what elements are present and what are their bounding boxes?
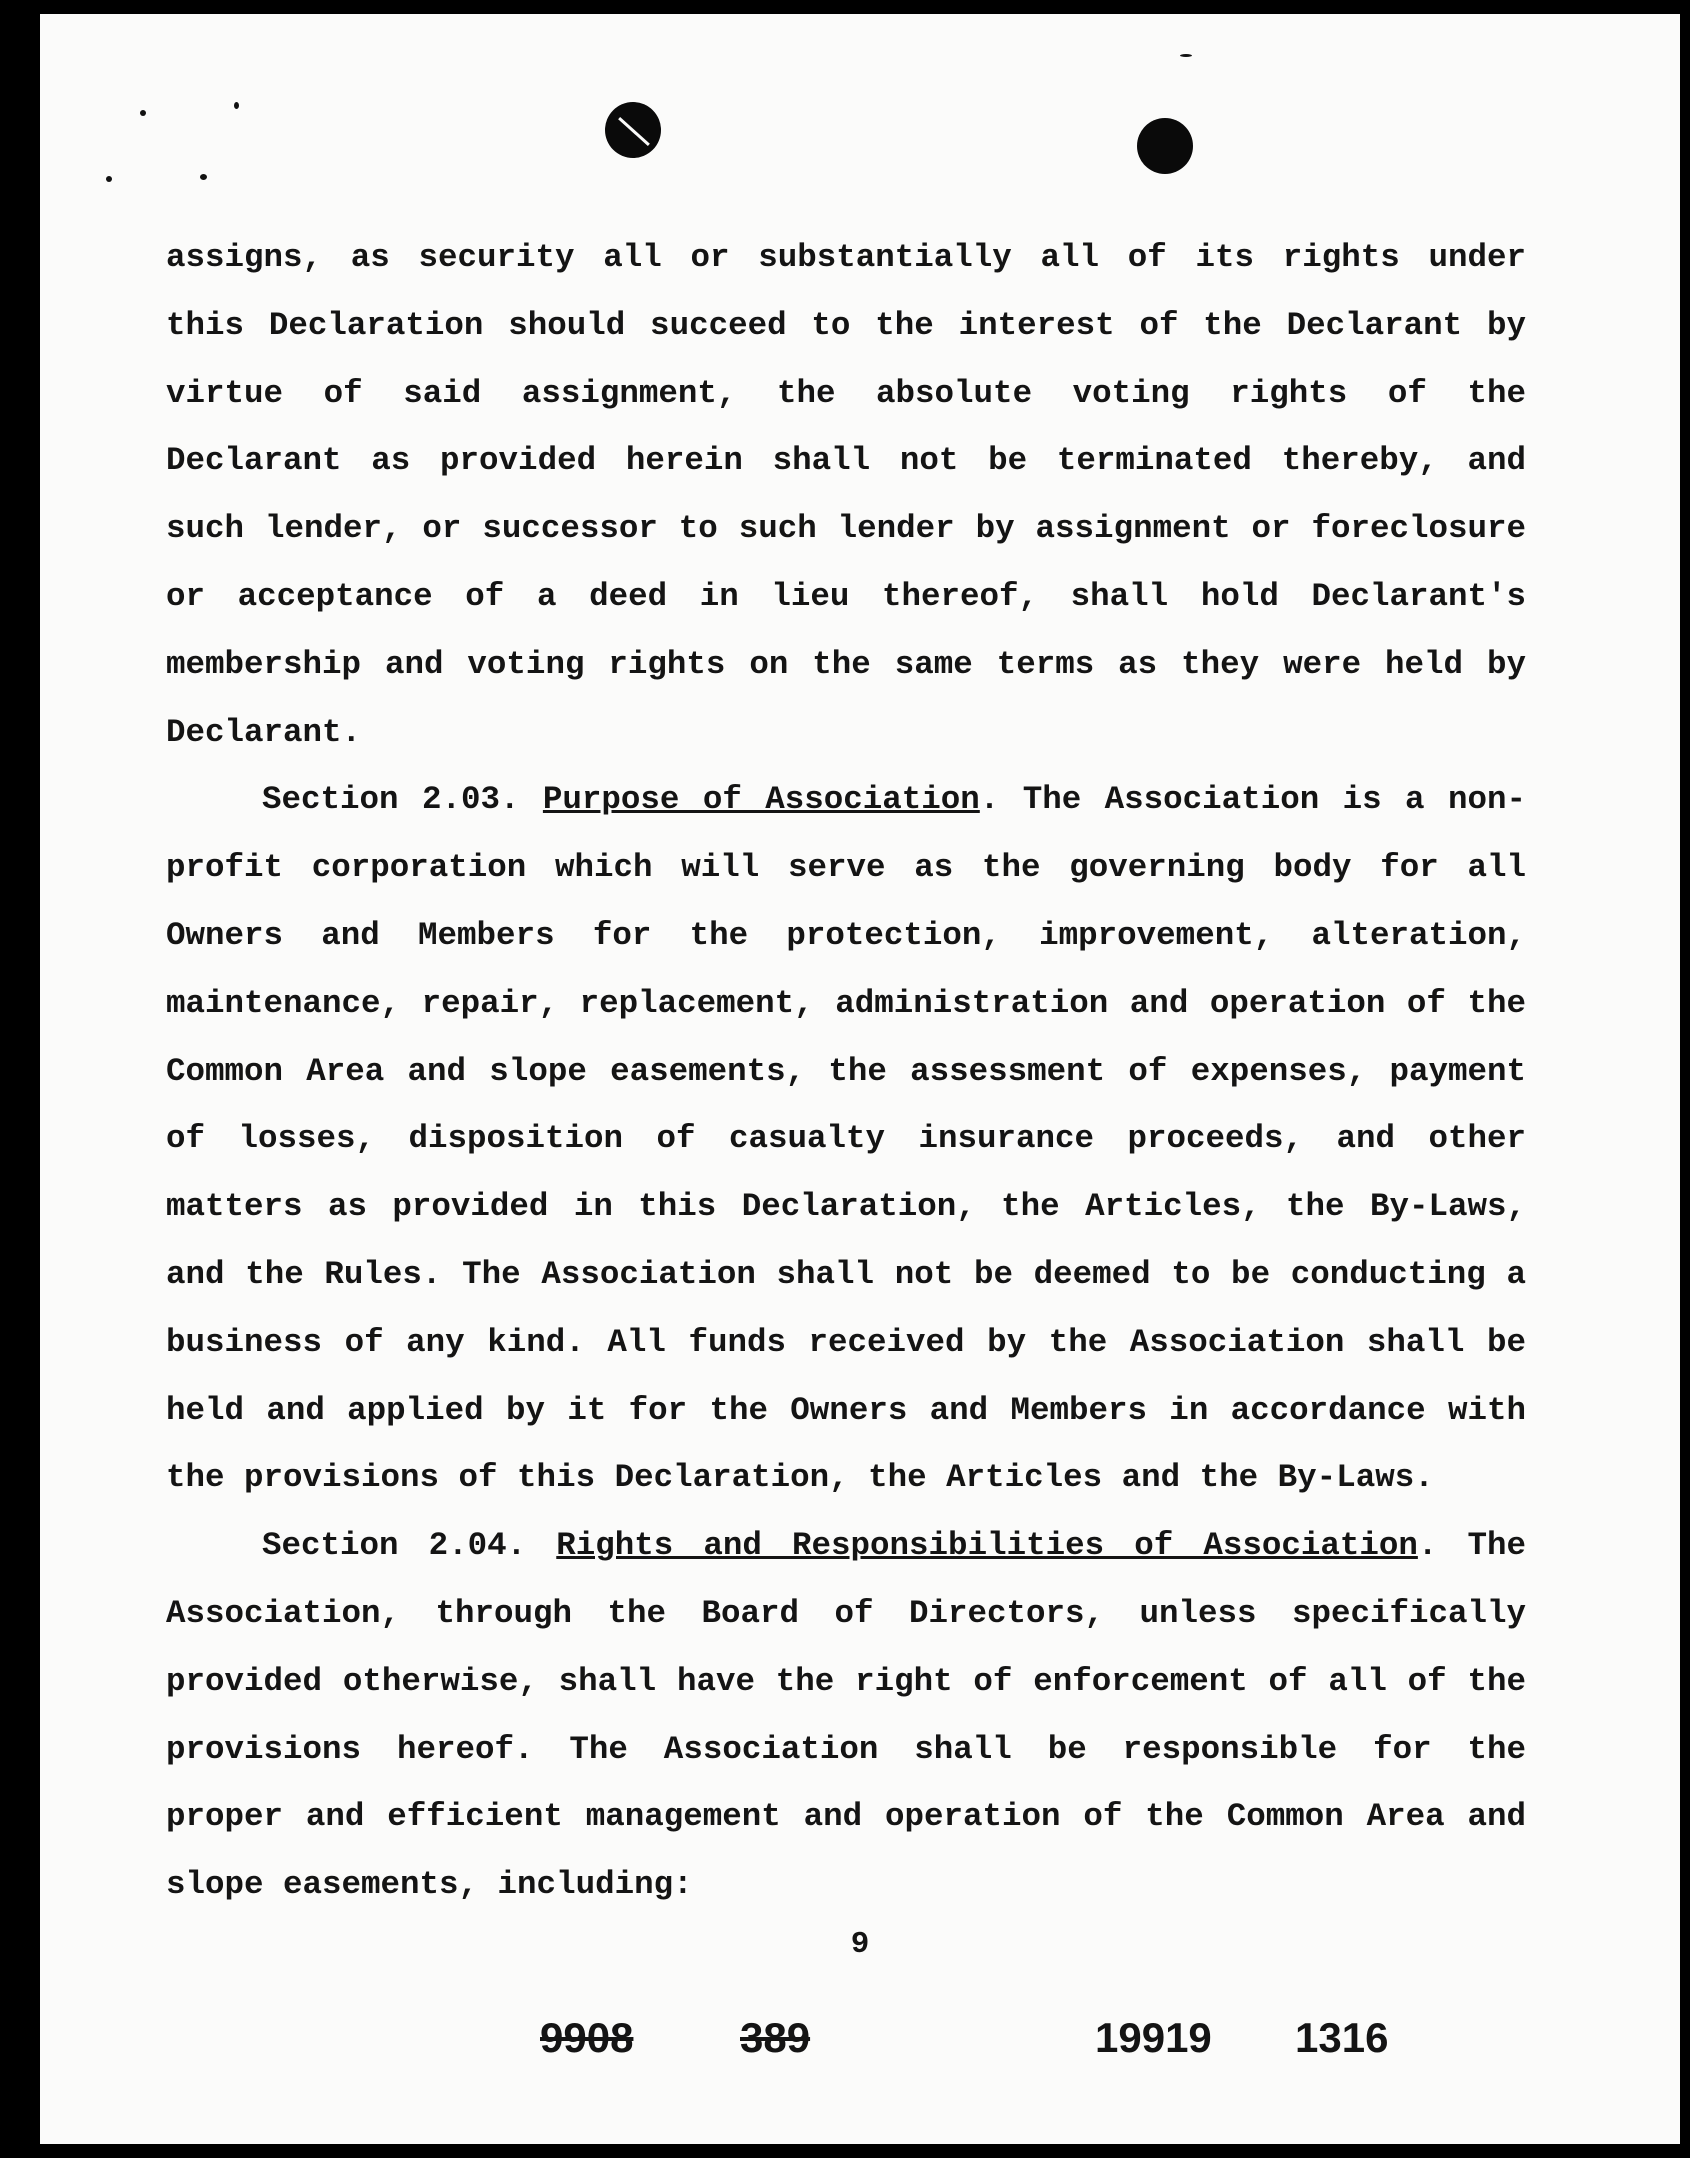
scan-speck xyxy=(1180,54,1192,57)
paragraph-section-2-04: Section 2.04. Rights and Responsibilities of Association. The Association, through the Board of Directors, unless specifically provided otherwise, shall have the right of enforcement of all of the provisions hereof. The Association shall be responsible for the proper and efficient management and operation of the Common Area and slope easements, including: xyxy=(166,1527,1526,1904)
document-body xyxy=(166,224,1526,1919)
page-number: 9 xyxy=(850,1927,870,1962)
section-heading: Rights and Responsibilities of Association xyxy=(556,1527,1418,1565)
paragraph-section-2-03: Section 2.03. Purpose of Association. The Association is a non-profit corporation which will serve as the governing body for all Owners and Members for the protection, improvement, alteration, maintenance, repair, replacement, administration and operation of the Common Area and slope easements, the assessment of expenses, payment of losses, disposition of casualty insurance proceeds, and other matters as provided in this Declaration, the Articles, the By-Laws, and the Rules. The Association shall not be deemed to be conducting a business of any kind. All funds received by the Association shall be held and applied by it for the Owners and Members in accordance with the provisions of this Declaration, the Articles and the By-Laws. xyxy=(166,781,1526,1497)
paragraph-text: assigns, as security all or substantially all of its rights under this Declaration should succeed to the interest of the Declarant by virtue of said assignment, the absolute voting rights of the Declarant as provided herein shall not be terminated thereby, and such lender, or successor to such lender by assignment or foreclosure or acceptance of a deed in lieu thereof, shall hold Declarant's membership and voting rights on the same terms as they were held by Declarant. xyxy=(166,239,1526,751)
paragraph-continuation xyxy=(166,224,1526,766)
footer-page-stamp: 1316 xyxy=(1295,2014,1389,2061)
section-label: Section 2.03. xyxy=(262,781,520,819)
paragraph-text: The Association, through the Board of Directors, unless specifically provided otherwise, shall have the right of enforcement of all of the provisions hereof. The Association shall be responsible for the proper and efficient management and operation of the Common Area and slope easements, including: xyxy=(166,1527,1526,1904)
punch-hole-right xyxy=(1137,118,1193,174)
footer-struck-number-1: 9908 xyxy=(540,2014,634,2061)
footer-struck-number-2: 389 xyxy=(740,2014,811,2061)
document-page xyxy=(40,14,1680,2144)
scan-speck xyxy=(106,176,112,182)
scan-speck xyxy=(200,174,207,180)
section-heading: Purpose of Association xyxy=(542,781,980,819)
paragraph-text: The Association is a non-profit corporation which will serve as the governing body for all Owners and Members for the protection, improvement, alteration, maintenance, repair, replacement, administration and operation of the Common Area and slope easements, the assessment of expenses, payment of losses, disposition of casualty insurance proceeds, and other matters as provided in this Declaration, the Articles, the By-Laws, and the Rules. The Association shall not be deemed to be conducting a business of any kind. All funds received by the Association shall be held and applied by it for the Owners and Members in accordance with the provisions of this Declaration, the Articles and the By-Laws. xyxy=(166,781,1526,1497)
section-label: Section 2.04. xyxy=(262,1527,527,1565)
scan-speck xyxy=(234,102,239,109)
footer-record-number: 19919 xyxy=(1095,2014,1212,2061)
scan-speck xyxy=(140,110,146,116)
